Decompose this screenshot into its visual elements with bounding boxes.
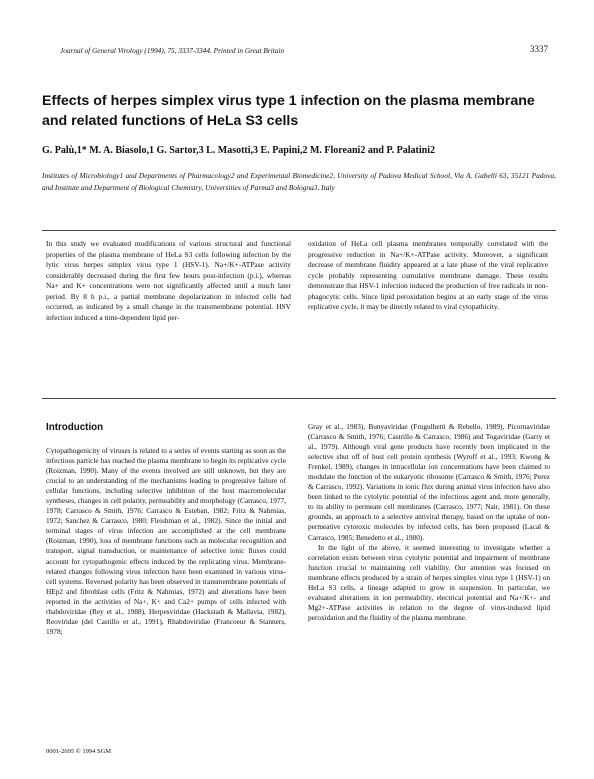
article-title: Effects of herpes simplex virus type 1 infection on the plasma membrane and related functions of HeLa S3 cells (42, 93, 535, 129)
author-list: G. Palù,1* M. A. Biasolo,1 G. Sartor,3 L. Masotti,3 E. Papini,2 M. Floreani2 and P. Palatini2 (42, 145, 435, 156)
page-number: 3337 (530, 44, 548, 54)
abstract-left-column: In this study we evaluated modifications of various structural and functional properties of the plasma membrane of HeLa S3 cells following infection by the lytic virus herpes simplex virus type 1 (HSV-1). Na+/K+-ATPase activity considerably decreased during the first few hours post-infection (p.i.), whereas Na+ and K+ concentrations were not significantly affected until a much later period. By 8 h p.i., a partial membrane depolarization in infected cells had occurred, as indicated by a small change in the transmembrane potential. HSV infection induced a time-dependent lipid per- (46, 239, 291, 322)
introduction-heading: Introduction (46, 422, 104, 433)
body-left-column (46, 446, 286, 637)
body-paragraph: Cytopathogenicity of viruses is related to a series of events starting as soon as the infectious particle has reached the plasma membrane to begin its replicative cycle (Roizman, 1990). Many of the events involved are still unknown, but they are crucial to an understanding of the mechanisms leading to progressive failure of cellular functions, including selective inhibition of the host macromolecular syntheses, changes in cell polarity, permeability and morphology (Carrasco, 1977, 1978; Carrasco & Smith, 1976; Carrasco & Esteban, 1982; Fritz & Nahmias, 1972; Sanchez & Carrasco, 1980; Fleishman et al., 1982). Since the initial and terminal stages of virus infection are accomplished at the cell membrane (Roizman, 1990), loss of membrane functions such as molecular recognition and transport, signal transduction, or maintenance of selective ionic fluxes could account for cytopathogenic effects induced by the replicating virus. Membrane-related changes following virus infection have been examined in various virus-cell systems. Reversed polarity has been observed in transmembrane potentials of HEp2 and fibroblast cells (Fritz & Nahmias, 1972) and alterations have been reported in the activities of Na+, K+ and Ca2+ pumps of cells infected with rhabdoviridae (Rey et al., 1988), Herpesviridae (Hackstadt & Mallavia, 1982), Reoviridae (del Castillo et al., 1991), Rhabdoviridae (Francoeur & Stanners, 1978; (46, 446, 286, 636)
affiliation-text: Institutes of Microbiology1 and Departments of Pharmacology2 and Experimental Biomedicine2, University of Padova Medical School, Via A. Gabelli 63, 35121 Padova, and Institute and Department of Biological Chemistry, Universities of Parma3 and Bologna3, Italy (42, 171, 556, 192)
abstract-top-rule (42, 230, 556, 231)
abstract-right-column: oxidation of HeLa cell plasma membranes temporally correlated with the progressive reduction in Na+/K+-ATPase activity. Moreover, a significant decrease of membrane fluidity appeared at a late phase of the viral replicative cycle probably representing cumulative membrane damage. These results demonstrate that HSV-1 infection induced the production of free radicals in non-phagocytic cells. Since lipid peroxidation begins at an early stage of the virus replicative cycle, it may be directly related to viral cytopathicity. (308, 239, 548, 311)
journal-header: Journal of General Virology (1994), 75, 3337-3344. Printed in Great Britain (60, 46, 285, 55)
body-paragraph: Gray et al., 1983), Bunyaviridae (Frugulhetti & Rebello, 1989), Picornaviridae (Carrasco & Smith, 1976; Castrillo & Carrasco, 1986) and Togaviridae (Garry et al., 1979). Although viral gene products have recently been implicated in the selective shut off of host cell protein synthesis (Wyroff et al., 1993; Kwong & Frenkel, 1989), changes in intracellular ion concentrations have been claimed to modulate the function of the eukaryotic ribosome (Carrasco & Smith, 1976; Perez & Carrasco, 1992). Variations in ionic flux during animal virus infection have also been linked to the cytolytic potential of the infectious agent and, more generally, to its ability to permeate cell membranes (Carrasco, 1977; Nair, 1981). On these grounds, an approach to a selective antiviral therapy, based on the uptake of non-permeative cytotoxic molecules by infected cells, has been proposed (Lacal & Carrasco, 1985; Benedetto et al., 1980). (308, 422, 550, 542)
body-paragraph: In the light of the above, it seemed interesting to investigate whether a correlation exists between virus cytolytic potential and impairment of membrane function crucial to maintaining cell viability. Our attention was focused on membrane effects produced by a strain of herpes simplex virus type 1 (HSV-1) on HeLa S3 cells, a lineage adapted to grow in suspension. In particular, we evaluated alterations in ion permeability, electrical potential and Na+/K+- and Mg2+-ATPase activities in relation to the degree of virus-induced lipid peroxidation and the fluidity of the plasma membrane. (308, 542, 550, 622)
body-right-column (308, 422, 550, 623)
abstract-bottom-rule (42, 398, 556, 399)
footer-code: 0001-2695 © 1994 SGM (46, 748, 112, 755)
